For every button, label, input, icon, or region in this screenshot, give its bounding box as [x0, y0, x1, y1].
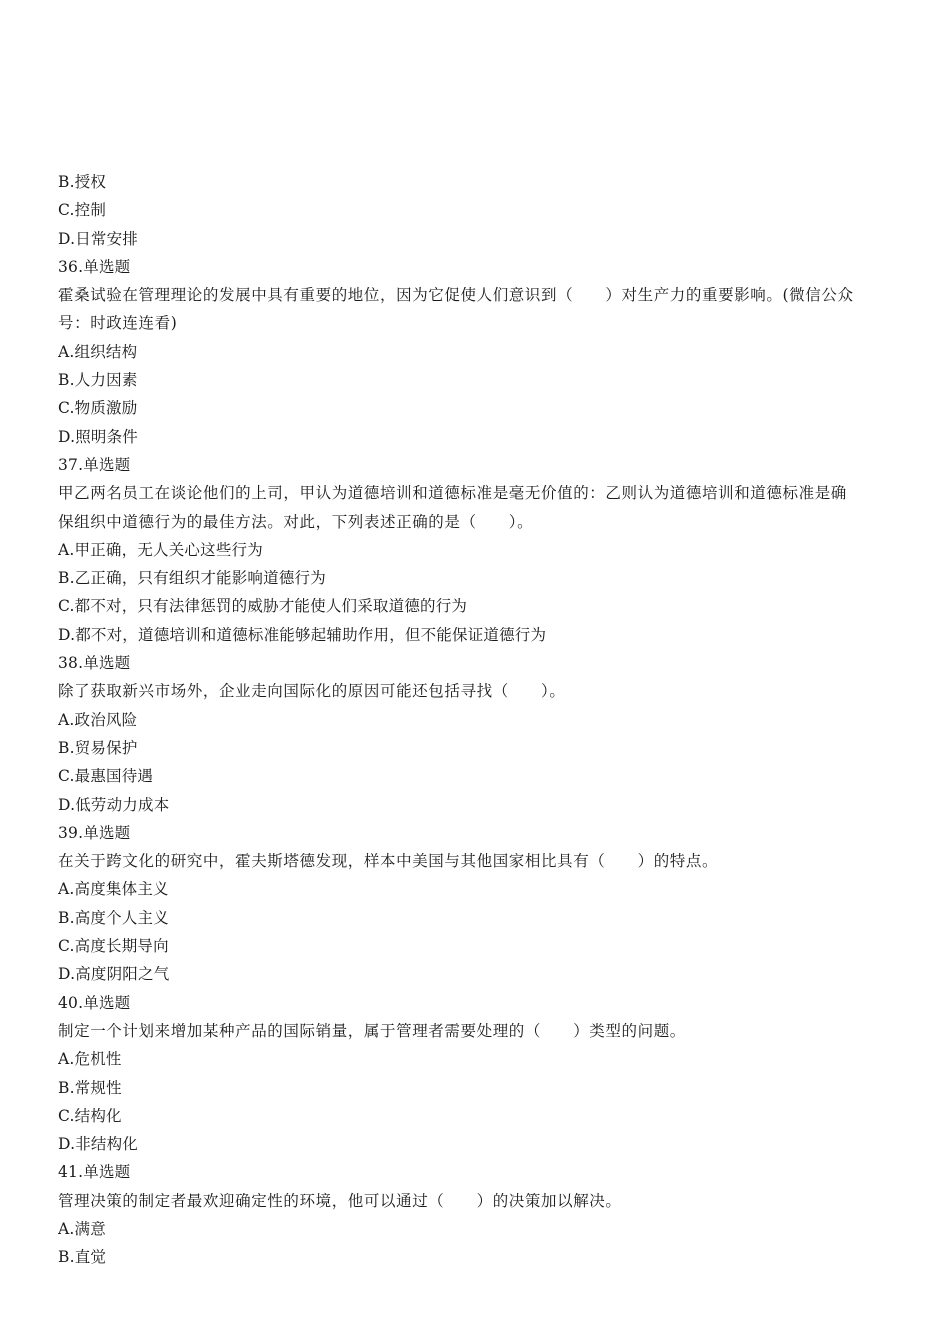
question-stem: 制定一个计划来增加某种产品的国际销量，属于管理者需要处理的（ ）类型的问题。: [58, 1021, 686, 1040]
option-line: B.直觉: [58, 1248, 107, 1267]
option-line: C.最惠国待遇: [58, 767, 154, 786]
option-line: A.满意: [58, 1219, 106, 1238]
option-line: C.物质激励: [58, 399, 138, 418]
question-header: 36.单选题: [58, 257, 131, 276]
option-line: D.都不对，道德培训和道德标准能够起辅助作用，但不能保证道德行为: [58, 625, 547, 644]
question-list: [58, 168, 898, 1272]
question-header: 37.单选题: [58, 455, 131, 474]
question-header: 40.单选题: [58, 993, 131, 1012]
question-stem: 除了获取新兴市场外，企业走向国际化的原因可能还包括寻找（ ）。: [58, 682, 566, 701]
option-line: B.乙正确，只有组织才能影响道德行为: [58, 569, 326, 588]
question-stem: 号：时政连连看): [58, 314, 178, 333]
option-line: D.日常安排: [58, 229, 139, 248]
option-line: B.常规性: [58, 1078, 122, 1097]
option-line: B.人力因素: [58, 371, 138, 390]
question-stem: 甲乙两名员工在谈论他们的上司，甲认为道德培训和道德标准是毫无价值的：乙则认为道德培训和道德标准是确: [58, 484, 847, 503]
question-header: 41.单选题: [58, 1163, 131, 1182]
option-line: A.高度集体主义: [58, 880, 169, 899]
option-line: B.贸易保护: [58, 738, 138, 757]
option-line: D.照明条件: [58, 427, 139, 446]
question-header: 38.单选题: [58, 654, 131, 673]
question-stem: 在关于跨文化的研究中，霍夫斯塔德发现，样本中美国与其他国家相比具有（ ）的特点。: [58, 852, 719, 871]
option-line: C.都不对，只有法律惩罚的威胁才能使人们采取道德的行为: [58, 597, 468, 616]
option-line: D.低劳动力成本: [58, 795, 170, 814]
option-line: A.甲正确，无人关心这些行为: [58, 540, 263, 559]
question-stem: 霍桑试验在管理理论的发展中具有重要的地位，因为它促使人们意识到（ ）对生产力的重要影响。(微信公众: [58, 286, 854, 305]
option-line: B.授权: [58, 173, 107, 191]
option-line: C.高度长期导向: [58, 937, 169, 956]
question-stem: 保组织中道德行为的最佳方法。对此，下列表述正确的是（ ）。: [58, 512, 534, 531]
option-line: C.控制: [58, 201, 107, 220]
option-line: A.政治风险: [58, 710, 138, 729]
question-header: 39.单选题: [58, 823, 131, 842]
question-stem: 管理决策的制定者最欢迎确定性的环境，他可以通过（ ）的决策加以解决。: [58, 1191, 622, 1210]
option-line: A.危机性: [58, 1050, 122, 1069]
option-line: D.非结构化: [58, 1135, 139, 1154]
option-line: A.组织结构: [58, 342, 138, 361]
option-line: B.高度个人主义: [58, 908, 169, 927]
option-line: D.高度阴阳之气: [58, 965, 170, 984]
option-line: C.结构化: [58, 1106, 122, 1125]
